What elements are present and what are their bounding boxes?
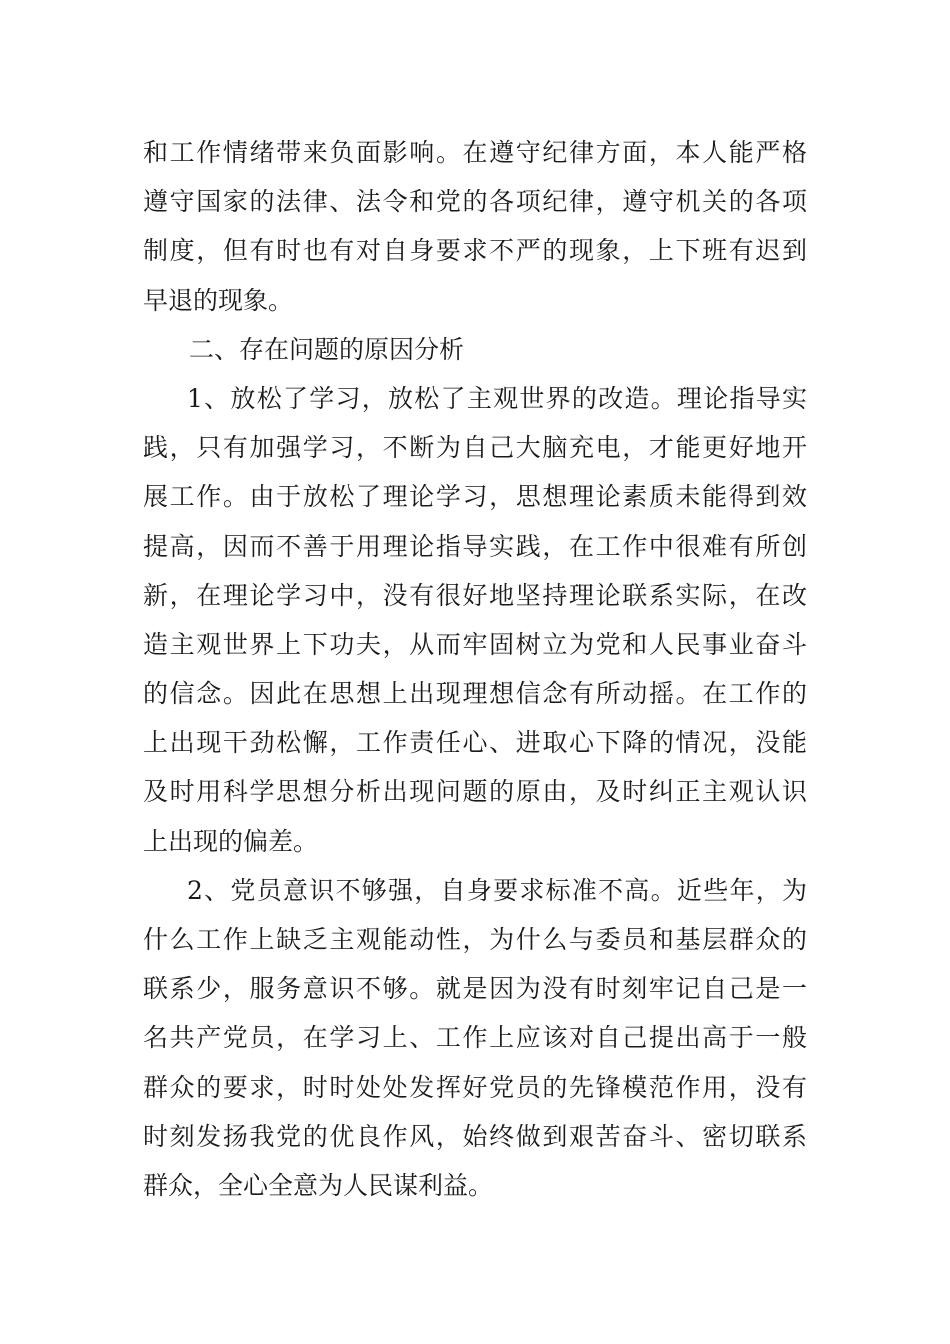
document-body	[143, 128, 807, 1210]
text-line: 的信念。因此在思想上出现理想信念有所动摇。在工作的	[143, 679, 807, 709]
text-line: 群众的要求，时时处处发挥好党员的先锋模范作用，没有	[143, 1072, 807, 1102]
text-line: 上出现干劲松懈，工作责任心、进取心下降的情况，没能	[143, 728, 807, 758]
text-line: 制度，但有时也有对自身要求不严的现象，上下班有迟到	[143, 236, 807, 266]
text-line: 上出现的偏差。	[143, 826, 319, 856]
text-line: 名共产党员，在学习上、工作上应该对自己提出高于一般	[143, 1023, 807, 1053]
text-line: 践，只有加强学习，不断为自己大脑充电，才能更好地开	[143, 433, 807, 463]
text-line: 及时用科学思想分析出现问题的原由，及时纠正主观认识	[143, 777, 807, 807]
text-line: 展工作。由于放松了理论学习，思想理论素质未能得到效	[143, 482, 807, 512]
text-line: 群众，全心全意为人民谋利益。	[143, 1170, 494, 1200]
text-line: 早退的现象。	[143, 285, 294, 315]
text-line: 2、党员意识不够强，自身要求标准不高。近些年，为	[187, 875, 807, 905]
text-line: 遵守国家的法律、法令和党的各项纪律，遵守机关的各项	[143, 187, 807, 217]
text-line: 新，在理论学习中，没有很好地坚持理论联系实际，在改	[143, 580, 807, 610]
text-line: 时刻发扬我党的优良作风，始终做到艰苦奋斗、密切联系	[143, 1121, 807, 1151]
text-line: 什么工作上缺乏主观能动性，为什么与委员和基层群众的	[143, 925, 807, 954]
text-line: 1、放松了学习，放松了主观世界的改造。理论指导实	[187, 383, 807, 413]
text-line: 提高，因而不善于用理论指导实践，在工作中很难有所创	[143, 531, 807, 561]
text-line: 和工作情绪带来负面影响。在遵守纪律方面，本人能严格	[143, 138, 807, 167]
text-line: 联系少，服务意识不够。就是因为没有时刻牢记自己是一	[143, 974, 807, 1004]
text-line: 造主观世界上下功夫，从而牢固树立为党和人民事业奋斗	[143, 629, 807, 659]
section-heading: 二、存在问题的原因分析	[189, 334, 465, 364]
